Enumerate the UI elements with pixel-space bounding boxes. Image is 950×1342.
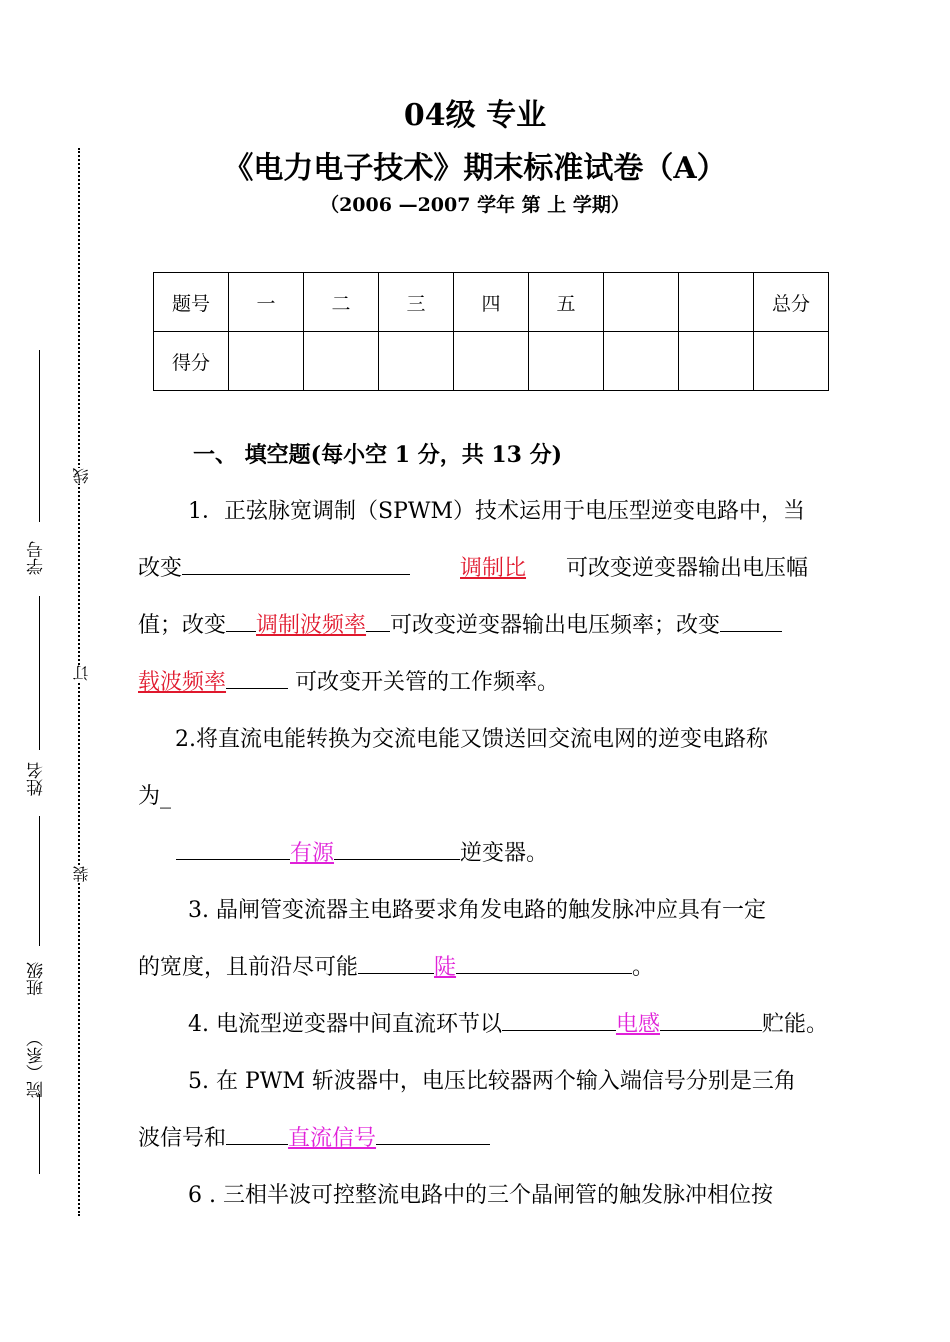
table-cell: 五 xyxy=(529,273,604,332)
answer-text: 载波频率 xyxy=(138,670,227,695)
q5-line1: 5. 在 PWM 斩波器中，电压比较器两个输入端信号分别是三角 xyxy=(188,1069,796,1094)
q2-text: 逆变器。 xyxy=(460,841,549,866)
blank-line xyxy=(226,666,288,689)
blank-line xyxy=(334,837,460,860)
blank-line xyxy=(456,951,632,974)
student-no-line xyxy=(39,350,40,522)
q6-line1: 6 . 三相半波可控整流电路中的三个晶闸管的触发脉冲相位按 xyxy=(188,1183,773,1208)
q3-line1: 3. 晶闸管变流器主电路要求角发电路的触发脉冲应具有一定 xyxy=(188,898,766,923)
table-cell: 题号 xyxy=(154,273,229,332)
score-input-cell[interactable] xyxy=(304,332,379,391)
score-table xyxy=(153,272,829,391)
q3-text: 。 xyxy=(632,955,655,980)
section-heading: 一、 填空题(每小空 1 分，共 13 分) xyxy=(193,442,563,468)
q4-line1 xyxy=(188,1007,828,1038)
student-no-label: 学号 xyxy=(27,541,47,575)
blank-line xyxy=(720,609,782,632)
answer-text: 调制波频率 xyxy=(256,613,367,638)
q1-line1: 1．正弦脉宽调制（SPWM）技术运用于电压型逆变电路中，当 xyxy=(188,499,806,524)
table-cell xyxy=(679,273,754,332)
class-label: 班级 xyxy=(27,962,47,996)
blank-line xyxy=(182,552,410,575)
margin-ding: 订 xyxy=(72,665,91,681)
q1-text: 可改变逆变器输出电压频率；改变 xyxy=(390,613,721,638)
score-input-cell[interactable] xyxy=(754,332,829,391)
exam-grade-heading: 04级 专业 xyxy=(403,98,547,133)
answer-text: 调制比 xyxy=(460,556,527,581)
college-label: 院（系） xyxy=(27,1030,47,1098)
answer-text: 电感 xyxy=(615,1012,660,1037)
name-line xyxy=(39,596,40,750)
score-input-cell[interactable] xyxy=(229,332,304,391)
table-cell: 二 xyxy=(304,273,379,332)
table-cell: 得分 xyxy=(154,332,229,391)
q1-line4 xyxy=(138,665,559,696)
name-label: 姓名 xyxy=(27,762,47,796)
score-input-cell[interactable] xyxy=(679,332,754,391)
margin-xian: 线 xyxy=(72,468,91,484)
college-line xyxy=(39,1094,40,1174)
table-cell: 总分 xyxy=(754,273,829,332)
q3-text: 的宽度，且前沿尽可能 xyxy=(138,955,359,980)
q5-line2 xyxy=(138,1121,490,1152)
table-cell: 四 xyxy=(454,273,529,332)
answer-text: 有源 xyxy=(290,841,335,866)
table-cell xyxy=(604,273,679,332)
answer-text: 陡 xyxy=(434,955,457,980)
blank-line xyxy=(358,951,434,974)
blank-line xyxy=(502,1008,616,1031)
q2-line1: 2.将直流电能转换为交流电能又馈送回交流电网的逆变电路称 xyxy=(175,727,768,752)
class-line xyxy=(39,816,40,946)
table-cell: 三 xyxy=(379,273,454,332)
q2-line3 xyxy=(176,836,548,867)
q1-text: 改变 xyxy=(138,556,183,581)
answer-text: 直流信号 xyxy=(288,1126,377,1151)
exam-title: 《电力电子技术》期末标准试卷（A） xyxy=(223,151,727,186)
binding-dotted-line xyxy=(78,148,80,1216)
q1-text: 可改变逆变器输出电压幅 xyxy=(566,556,809,581)
q1-line3 xyxy=(138,608,782,639)
table-row xyxy=(154,273,829,332)
blank-line xyxy=(226,1122,288,1145)
blank-line xyxy=(226,609,256,632)
margin-zhuang: 装 xyxy=(72,866,91,882)
blank-line xyxy=(660,1008,762,1031)
blank-line xyxy=(176,837,290,860)
score-input-cell[interactable] xyxy=(379,332,454,391)
table-row xyxy=(154,332,829,391)
score-input-cell[interactable] xyxy=(454,332,529,391)
table-cell: 一 xyxy=(229,273,304,332)
q5-text: 波信号和 xyxy=(138,1126,227,1151)
q4-text: 4. 电流型逆变器中间直流环节以 xyxy=(188,1012,502,1037)
q4-text: 贮能。 xyxy=(762,1012,829,1037)
score-input-cell[interactable] xyxy=(604,332,679,391)
blank-line xyxy=(366,609,390,632)
score-input-cell[interactable] xyxy=(529,332,604,391)
q1-text: 可改变开关管的工作频率。 xyxy=(288,670,560,695)
q1-text: 值；改变 xyxy=(138,613,227,638)
q3-line2 xyxy=(138,950,654,981)
q1-line2 xyxy=(138,551,808,582)
exam-term: （2006 —2007 学年 第 上 学期） xyxy=(320,194,630,216)
q2-line2: 为_ xyxy=(138,784,172,809)
blank-line xyxy=(376,1122,490,1145)
